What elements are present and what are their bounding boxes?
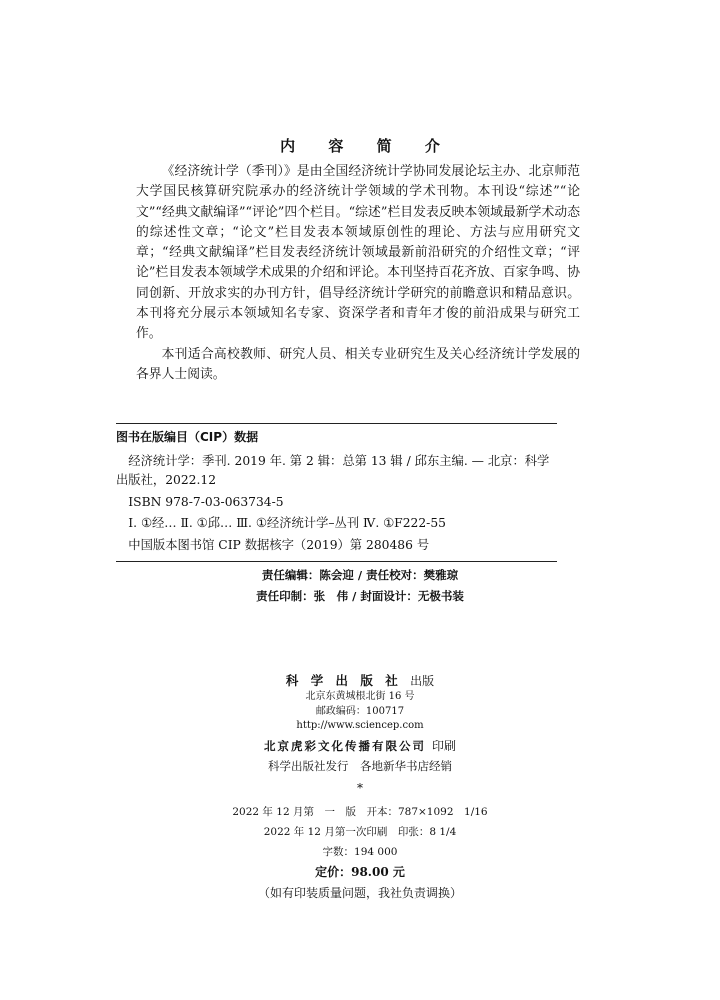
content-summary xyxy=(136,162,580,385)
distribution-line: 科学出版社发行 各地新华书店经销 xyxy=(268,758,452,773)
printing-line: 2022 年 12 月第一次印刷 印张：8 1/4 xyxy=(263,825,457,838)
printer-suffix: 印刷 xyxy=(432,738,457,753)
publisher-line xyxy=(0,672,720,690)
book-specs xyxy=(0,802,720,904)
separator-star: * xyxy=(357,780,363,795)
quality-note: （如有印装质量问题，我社负责调换） xyxy=(257,885,462,900)
credits-line-production: 责任印制：张 伟 / 封面设计：无极书装 xyxy=(256,589,464,603)
publisher-postcode: 邮政编码：100717 xyxy=(315,705,405,717)
editorial-credits xyxy=(0,565,720,607)
publisher-name: 科 学 出 版 社 xyxy=(285,673,402,688)
publisher-website: http://www.sciencep.com xyxy=(296,720,424,731)
printer-line xyxy=(0,736,720,756)
cip-bottom-divider xyxy=(116,561,557,562)
publisher-address: 北京东黄城根北街 16 号 xyxy=(305,691,415,702)
word-count: 字数：194 000 xyxy=(322,845,398,858)
cip-isbn: ISBN 978-7-03-063734-5 xyxy=(128,494,284,509)
credits-line-editors: 责任编辑：陈会迎 / 责任校对：樊雅琼 xyxy=(261,568,459,582)
cip-library-record: 中国版本图书馆 CIP 数据核字（2019）第 280486 号 xyxy=(128,537,430,552)
cip-data-block xyxy=(116,428,557,556)
cip-top-divider xyxy=(116,423,557,424)
summary-paragraph-2: 本刊适合高校教师、研究人员、相关专业研究生及关心经济统计学发展的各界人士阅读。 xyxy=(136,346,580,382)
page-title: 内 容 简 介 xyxy=(280,137,454,155)
cip-classification: Ⅰ. ①经… Ⅱ. ①邱… Ⅲ. ①经济统计学–丛刊 Ⅳ. ①F222-55 xyxy=(128,516,446,531)
edition-line: 2022 年 12 月第 一 版 开本：787×1092 1/16 xyxy=(232,805,488,818)
price: 定价：98.00 元 xyxy=(315,864,405,879)
publisher-suffix: 出版 xyxy=(410,674,435,688)
cip-heading: 图书在版编目（CIP）数据 xyxy=(116,430,259,444)
cip-description: 经济统计学：季刊. 2019 年. 第 2 辑：总第 13 辑 / 邱东主编. — 北京：科学出版社，2022.12 xyxy=(116,453,550,488)
summary-paragraph-1: 《经济统计学（季刊）》是由全国经济统计学协同发展论坛主办、北京师范大学国民核算研究院承办的经济统计学领域的学术刊物。本刊设“综述”“论文”“经典文献编译”“评论”四个栏目。“综述”栏目发表反映本领域最新学术动态的综述性文章；“论文”栏目发表本领域原创性的理论、方法与应用研究文章；“经典文献编译”栏目发表经济统计领域最新前沿研究的介绍性文章；“评论”栏目发表本领域学术成果的介绍和评论。本刊坚持百花齐放、百家争鸣、协同创新、开放求实的办刊方针，倡导经济统计学研究的前瞻意识和精品意识。本刊将充分展示本领域知名专家、资深学者和青年才俊的前沿成果与研究工作。 xyxy=(136,164,580,342)
publication-info xyxy=(0,672,720,904)
printer-name: 北京虎彩文化传播有限公司 xyxy=(263,738,426,753)
